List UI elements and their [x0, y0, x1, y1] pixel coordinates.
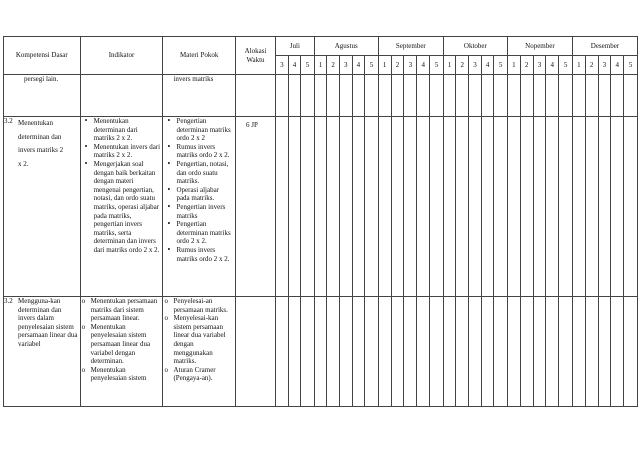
- schedule-cell: [430, 75, 444, 117]
- week-number: 3: [598, 56, 611, 75]
- month-header-juli: Juli: [276, 37, 315, 56]
- schedule-cell: [314, 75, 327, 117]
- indikator-list: [81, 117, 163, 255]
- schedule-cell: [365, 297, 379, 407]
- table-row: [4, 75, 638, 117]
- week-number: 2: [585, 56, 598, 75]
- week-number: 5: [430, 56, 444, 75]
- schedule-cell: [469, 75, 482, 117]
- materi-cell: [163, 117, 236, 297]
- schedule-cell: [327, 75, 340, 117]
- schedule-cell: [520, 117, 533, 297]
- schedule-cell: [301, 297, 314, 407]
- list-item: o Menyelesai-kan sistem persamaan linear dua variabel dengan menggunakan matriks.: [173, 314, 233, 366]
- schedule-cell: [598, 75, 611, 117]
- schedule-cell: [494, 117, 508, 297]
- kompetensi-cell: persegi lain.: [4, 75, 81, 117]
- header-kompetensi: Kompetensi Dasar: [4, 37, 81, 75]
- list-item: o Menentukan penyelesaian sistem persamaan linear dua variabel dengan determinan.: [91, 323, 161, 366]
- kompetensi-line: invers matriks 2: [18, 146, 64, 154]
- materi-list: [163, 117, 235, 263]
- schedule-cell: [443, 117, 456, 297]
- week-number: 1: [314, 56, 327, 75]
- week-number: 4: [288, 56, 301, 75]
- month-header-september: September: [378, 37, 443, 56]
- week-number: 5: [559, 56, 573, 75]
- kompetensi-line: x 2.: [18, 159, 29, 168]
- header-alokasi: Alokasi Waktu: [235, 37, 275, 75]
- schedule-cell: [430, 297, 444, 407]
- kompetensi-number: 3.2: [4, 117, 13, 125]
- indikator-list: [81, 297, 163, 383]
- header-indikator: Indikator: [80, 37, 163, 75]
- week-number: 5: [301, 56, 314, 75]
- list-item: • Menentukan invers dari matriks 2 x 2.: [94, 143, 161, 160]
- list-item: • Menentukan determinan dari matriks 2 x 2.: [94, 117, 161, 143]
- kompetensi-text: Mengguna-kan determinan dan invers dalam penyelesaian sistem persamaan linear dua variabel: [18, 297, 78, 348]
- week-number: 4: [546, 56, 559, 75]
- schedule-cell: [481, 297, 494, 407]
- schedule-cell: [378, 75, 391, 117]
- table-header: [4, 37, 638, 75]
- schedule-cell: [546, 117, 559, 297]
- list-item: • Pengertian invers matriks: [176, 203, 233, 220]
- schedule-cell: [378, 117, 391, 297]
- week-number: 5: [624, 56, 638, 75]
- schedule-cell: [352, 297, 365, 407]
- list-item: • Mengerjakan soal dengan baik berkaitan dengan materi mengenai pengertian, notasi, dan ordo suatu matriks, operasi aljabar pada matriks, pengertian invers matriks, serta determinan dan invers dari matriks ordo 2 x 2.: [94, 160, 161, 255]
- schedule-cell: [327, 117, 340, 297]
- kompetensi-cell: [4, 297, 81, 407]
- schedule-cell: [391, 117, 404, 297]
- schedule-cell: [494, 75, 508, 117]
- schedule-cell: [456, 297, 469, 407]
- table-row: [4, 297, 638, 407]
- month-header-agustus: Agustus: [314, 37, 378, 56]
- list-item: o Menentukan penyelesaian sistem: [91, 366, 161, 383]
- alokasi-cell: 6 JP: [235, 117, 275, 297]
- schedule-cell: [288, 117, 301, 297]
- schedule-cell: [572, 297, 585, 407]
- schedule-cell: [339, 117, 352, 297]
- schedule-cell: [533, 297, 546, 407]
- schedule-cell: [507, 117, 520, 297]
- schedule-cell: [611, 117, 624, 297]
- week-number: 3: [276, 56, 289, 75]
- week-number: 3: [339, 56, 352, 75]
- week-number: 4: [417, 56, 430, 75]
- list-item: • Pengertian determinan matriks ordo 2 x 2.: [176, 220, 233, 246]
- list-item: o Menentukan persamaan matriks dari sistem persamaan linear.: [91, 297, 161, 323]
- kompetensi-number: 3.2: [4, 297, 13, 305]
- schedule-cell: [365, 117, 379, 297]
- schedule-cell: [288, 297, 301, 407]
- schedule-cell: [572, 75, 585, 117]
- schedule-cell: [430, 117, 444, 297]
- schedule-cell: [352, 117, 365, 297]
- schedule-table: [3, 36, 638, 407]
- schedule-cell: [314, 297, 327, 407]
- week-number: 4: [481, 56, 494, 75]
- list-item: • Rumus invers matriks ordo 2 x 2.: [176, 246, 233, 263]
- schedule-cell: [469, 297, 482, 407]
- week-number: 1: [443, 56, 456, 75]
- kompetensi-cell: [4, 117, 81, 297]
- schedule-cell: [276, 117, 289, 297]
- materi-cell: invers matriks: [163, 75, 236, 117]
- schedule-cell: [276, 297, 289, 407]
- table-row: [4, 117, 638, 297]
- schedule-cell: [288, 75, 301, 117]
- indikator-cell: [80, 297, 163, 407]
- materi-list: [163, 297, 235, 383]
- schedule-cell: [624, 117, 638, 297]
- schedule-cell: [301, 117, 314, 297]
- schedule-cell: [404, 117, 417, 297]
- kompetensi-text: [18, 117, 80, 171]
- schedule-cell: [559, 297, 573, 407]
- materi-cell: [163, 297, 236, 407]
- schedule-cell: [404, 75, 417, 117]
- schedule-cell: [481, 117, 494, 297]
- schedule-cell: [585, 75, 598, 117]
- schedule-cell: [378, 297, 391, 407]
- schedule-cell: [533, 117, 546, 297]
- week-number: 3: [469, 56, 482, 75]
- schedule-cell: [404, 297, 417, 407]
- schedule-cell: [546, 297, 559, 407]
- month-header-row: [4, 37, 638, 56]
- schedule-cell: [611, 75, 624, 117]
- schedule-cell: [494, 297, 508, 407]
- schedule-cell: [456, 75, 469, 117]
- schedule-cell: [624, 75, 638, 117]
- schedule-cell: [572, 117, 585, 297]
- indikator-cell: [80, 75, 163, 117]
- schedule-cell: [507, 75, 520, 117]
- alokasi-cell: [235, 297, 275, 407]
- schedule-cell: [443, 297, 456, 407]
- schedule-cell: [559, 75, 573, 117]
- week-number: 4: [611, 56, 624, 75]
- week-number: 1: [507, 56, 520, 75]
- list-item: o Aturan Cramer (Pengaya-an).: [173, 366, 233, 383]
- week-number: 1: [378, 56, 391, 75]
- schedule-cell: [507, 297, 520, 407]
- week-number: 2: [456, 56, 469, 75]
- month-header-oktober: Oktober: [443, 37, 507, 56]
- week-number: 5: [494, 56, 508, 75]
- week-number: 3: [533, 56, 546, 75]
- week-number: 5: [365, 56, 379, 75]
- list-item: • Pengertian, notasi, dan ordo suatu matriks.: [176, 160, 233, 186]
- schedule-cell: [598, 297, 611, 407]
- month-header-desember: Desember: [572, 37, 637, 56]
- alokasi-cell: [235, 75, 275, 117]
- list-item: • Pengertian determinan matriks ordo 2 x 2: [176, 117, 233, 143]
- indikator-cell: [80, 117, 163, 297]
- schedule-cell: [276, 75, 289, 117]
- schedule-cell: [391, 297, 404, 407]
- schedule-cell: [456, 117, 469, 297]
- schedule-cell: [611, 297, 624, 407]
- list-item: • Operasi aljabar pada matriks.: [176, 186, 233, 203]
- header-materi: Materi Pokok: [163, 37, 236, 75]
- schedule-cell: [365, 75, 379, 117]
- week-number: 1: [572, 56, 585, 75]
- week-number: 2: [520, 56, 533, 75]
- schedule-cell: [585, 117, 598, 297]
- week-number: 4: [352, 56, 365, 75]
- schedule-cell: [520, 75, 533, 117]
- schedule-cell: [624, 297, 638, 407]
- schedule-cell: [520, 297, 533, 407]
- schedule-cell: [327, 297, 340, 407]
- list-item: • Rumus invers matriks ordo 2 x 2.: [176, 143, 233, 160]
- kompetensi-line: determinan dan: [18, 132, 62, 141]
- schedule-cell: [417, 297, 430, 407]
- week-number: 3: [404, 56, 417, 75]
- week-number: 2: [327, 56, 340, 75]
- month-header-nopember: Nopember: [507, 37, 572, 56]
- schedule-cell: [585, 297, 598, 407]
- schedule-cell: [598, 117, 611, 297]
- schedule-cell: [314, 117, 327, 297]
- week-number: 2: [391, 56, 404, 75]
- schedule-cell: [469, 117, 482, 297]
- schedule-cell: [339, 297, 352, 407]
- list-item: o Penyelesai-an persamaan matriks.: [173, 297, 233, 314]
- kompetensi-line: Menentukan: [18, 119, 53, 127]
- schedule-cell: [339, 75, 352, 117]
- schedule-cell: [417, 75, 430, 117]
- schedule-cell: [481, 75, 494, 117]
- schedule-cell: [301, 75, 314, 117]
- schedule-cell: [559, 117, 573, 297]
- schedule-cell: [417, 117, 430, 297]
- schedule-cell: [546, 75, 559, 117]
- schedule-cell: [443, 75, 456, 117]
- schedule-cell: [391, 75, 404, 117]
- schedule-cell: [352, 75, 365, 117]
- schedule-cell: [533, 75, 546, 117]
